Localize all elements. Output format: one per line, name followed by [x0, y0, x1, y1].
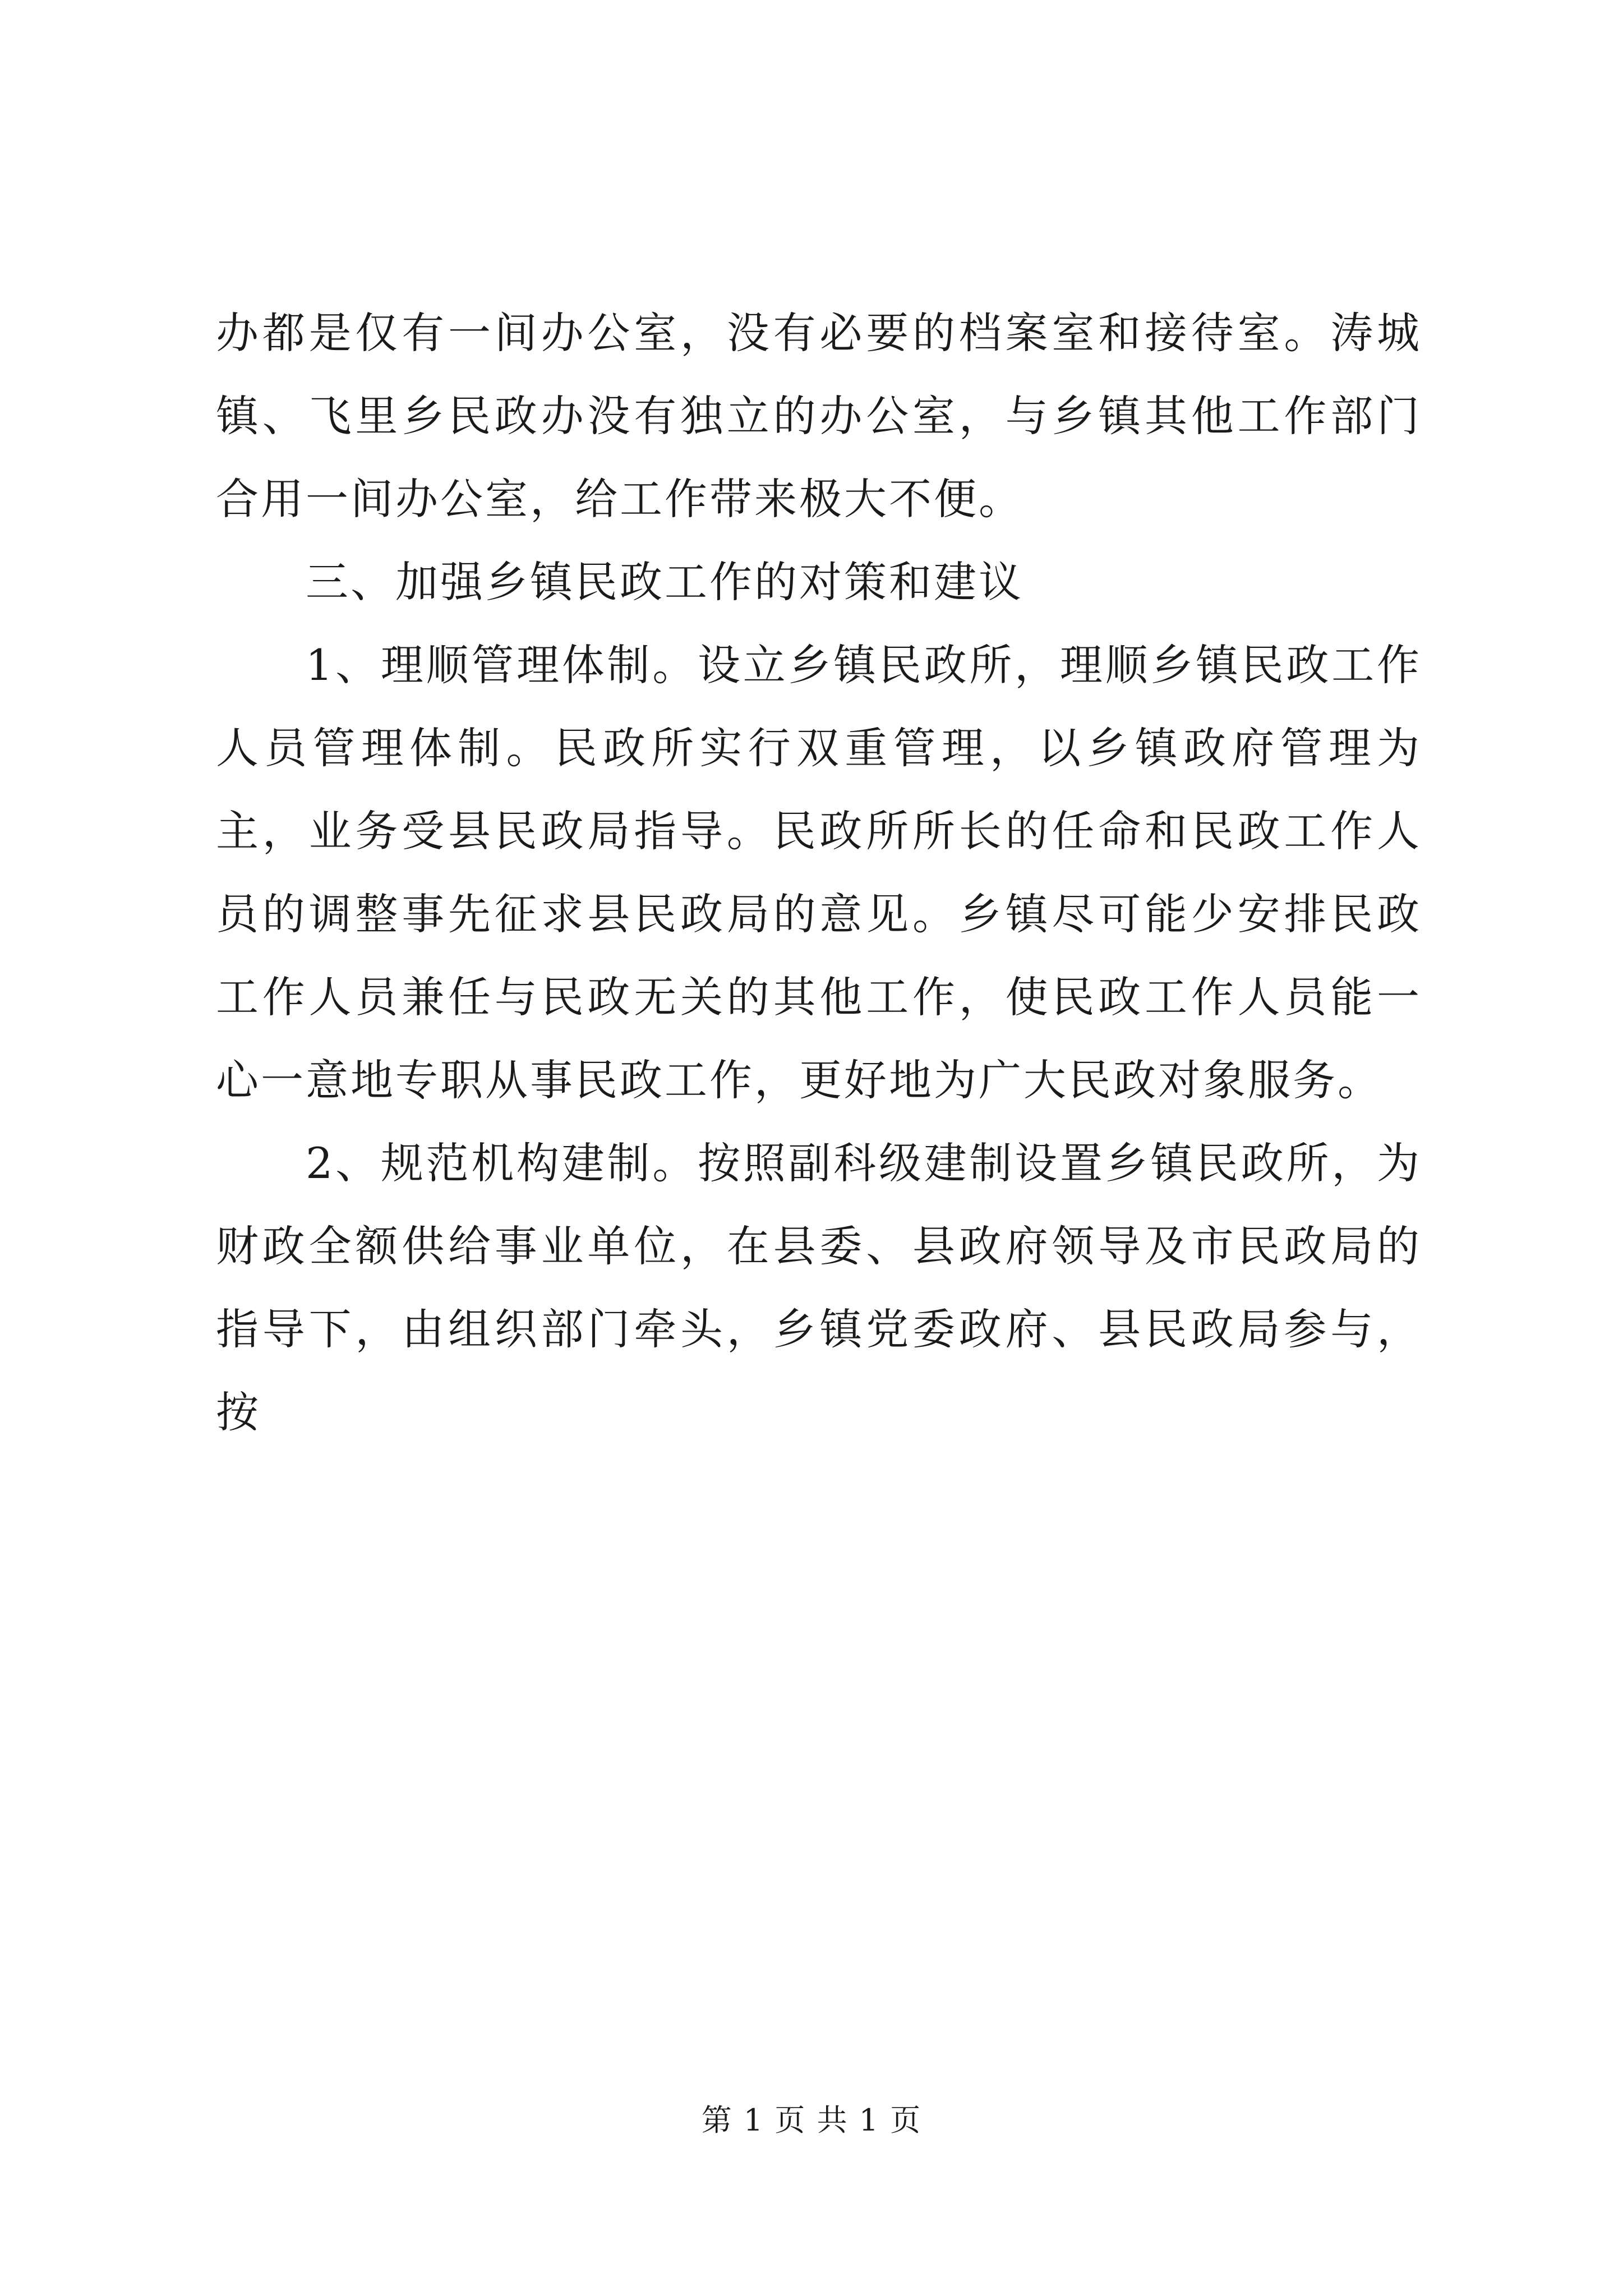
paragraph-item-2: 2、规范机构建制。按照副科级建制设置乡镇民政所，为财政全额供给事业单位，在县委、县政府领导及市民政局的指导下，由组织部门牵头，乡镇党委政府、县民政局参与，按 [216, 1138, 1422, 1437]
paragraph-continuation: 办都是仅有一间办公室，没有必要的档案室和接待室。涛城镇、飞里乡民政办没有独立的办公室，与乡镇其他工作部门合用一间办公室，给工作带来极大不便。 [216, 308, 1422, 524]
page-footer: 第 1 页 共 1 页 [701, 2102, 922, 2138]
section-heading: 三、加强乡镇民政工作的对策和建议 [306, 557, 1023, 607]
document-body [216, 292, 1422, 1454]
paragraph-item-1: 1、理顺管理体制。设立乡镇民政所，理顺乡镇民政工作人员管理体制。民政所实行双重管理，以乡镇政府管理为主，业务受县民政局指导。民政所所长的任命和民政工作人员的调整事先征求县民政局的意见。乡镇尽可能少安排民政工作人员兼任与民政无关的其他工作，使民政工作人员能一心一意地专职从事民政工作，更好地为广大民政对象服务。 [216, 640, 1422, 1105]
